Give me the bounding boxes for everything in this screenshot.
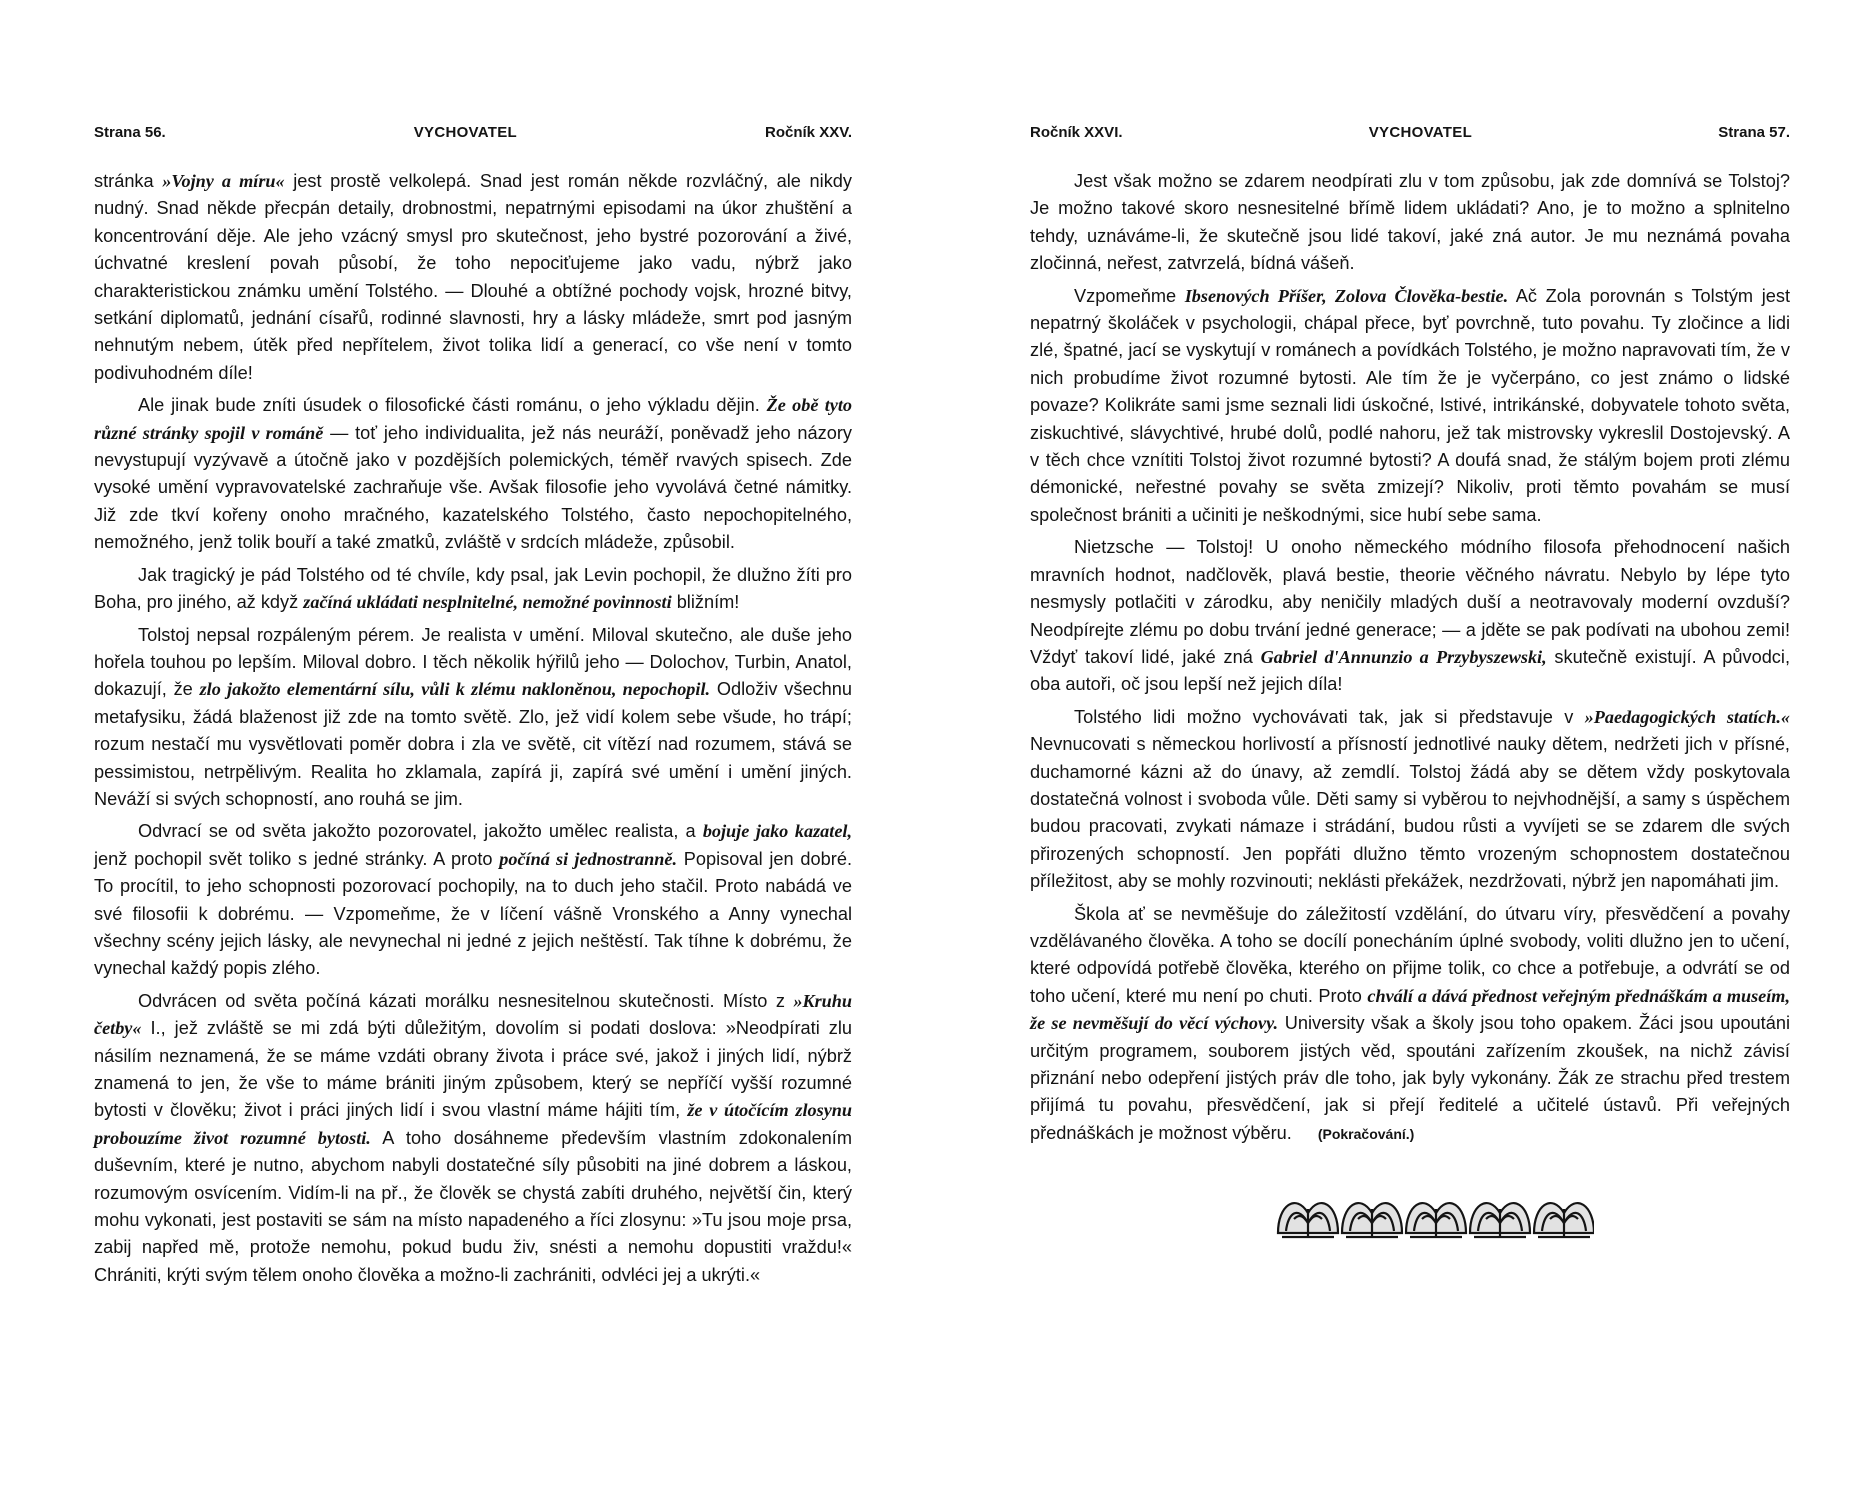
right-running-header [1030, 118, 1790, 146]
volume-label: Ročník XXV. [765, 123, 852, 141]
paragraph [1030, 901, 1790, 1149]
page-number: Strana 57. [1718, 123, 1790, 141]
emphasized-text: Ibsenových Příšer, Zolova Člověka-bestie. [1184, 285, 1509, 306]
paragraph [94, 622, 852, 814]
continuation-note: (Pokračování.) [1317, 1125, 1415, 1142]
paragraph [94, 562, 852, 617]
emphasized-text: počíná si jednostranně. [499, 848, 678, 869]
text-run: Jak tragický je pád Tolstého od té chvíle, kdy psal, jak Levin pochopil, že dlužno žíti pro Boha, pro jiného, až když [94, 564, 852, 613]
text-run: bližním! [671, 592, 740, 613]
emphasized-text: začíná ukládati nesplnitelné, nemožné povinnosti [303, 592, 672, 613]
paragraph [1030, 534, 1790, 698]
emphasized-text: »Paedagogických statích.« [1584, 706, 1791, 727]
text-run: A toho dosáhneme především vlastním zdokonalením duševním, které je nutno, abychom nabyli dostatečné síly působiti na jiné dobrem a láskou, rozumovým osvícením. Vidím-li na př., že člověk se chystá zabíti druhého, největší čin, který mohu vykonati, jest postaviti se sám na místo napadeného a říci zlosynu: »Tu jsou moje prsa, zabij napřed mě, protože nemohu, pokud budu živ, snésti a nemohu dopustiti vraždu!« Chrániti, krýti svým tělem onoho člověka a možno-li zachrániti, odvléci jej a ukrýti.« [94, 1127, 853, 1285]
left-body-text [94, 168, 852, 1294]
paragraph [94, 818, 852, 982]
text-run: Tolstoj nepsal rozpáleným pérem. Je realista v umění. Miloval skutečno, ale duše jeho hořela touhou po lepším. Miloval dobro. I těch několik hýřilů jeho — Dolochov, Turbin, Anatol, dokazují, že [94, 624, 852, 700]
paragraph [1030, 283, 1790, 530]
journal-title: VYCHOVATEL [413, 123, 518, 141]
emphasized-text: Gabriel d'Annunzio a Przybyszewski, [1260, 646, 1547, 667]
paragraph [94, 392, 852, 556]
emphasized-text: že v útočícím zlosynu probouzíme život rozumné bytosti. [94, 1100, 852, 1148]
volume-label: Ročník XXVI. [1030, 123, 1123, 141]
text-run: — toť jeho individualita, jež nás neuráží, poněvadž jeho názory nevystupují vyzývavě a útočně jako v pozdějších polemických, téměř rvavých spisech. Zde vysoké umění vypravovatelské zachraňuje vše. Avšak filosofie jeho vyvolává četné námitky. Již zde tkví kořeny onoho mračného, kazatelského Tolstého, často nepochopitelného, nemožného, jenž tolik bouří a také zmatků, zvláště v srdcích mládeže, způsobil. [94, 422, 853, 553]
emphasized-text: Že obě tyto různé stránky spojil v románě [94, 395, 852, 443]
text-run: Vzpomeňme [1074, 285, 1185, 306]
journal-title: VYCHOVATEL [1368, 123, 1473, 141]
paragraph [94, 988, 852, 1289]
text-run: Nietzsche — Tolstoj! U onoho německého módního filosofa přehodnocení našich mravních hodnot, nadčlověk, plavá bestie, theorie věčného návratu. Nebylo by lépe tyto nesmysly potlačiti v zárodku, aby neničily mladých duší a neotravovaly moderní ovzduší? Neodpírejte zlému po dobu trvání jedné generace; — a jděte se pak podívati na ubohou zemi! Vždyť takoví lidé, jaké zná [1030, 537, 1790, 667]
emphasized-text: zlo jakožto elementární sílu, vůli k zlému nakloněnou, nepochopil. [199, 679, 711, 700]
text-run: University však a školy jsou toho opakem. Žáci jsou upoutáni určitým programem, souborem jistých věd, spoutáni zařízením zkoušek, na nichž závisí přiznání nebo odepření jistých práv dle toho, jak byly vykonány. Žák ze strachu před trestem přijímá tu povahu, přesvědčení, jak si přejí ředitelé a učitelé ústavů. Při veřejných přednáškách je možnost výběru. [1030, 1013, 1790, 1143]
text-run: Odvrácen od světa počíná kázati morálku nesnesitelnou skutečnosti. Místo z [138, 990, 794, 1011]
text-run: Nevnucovati s německou horlivostí a přísností jednotlivé nauky dětem, nedržeti jich v přísné, duchamorné kázni až do únavy, až zemdlí. Tolstoj žádá aby se dětem vždy poskytovala dostatečná volnost i svoboda vůle. Děti samy si vyběrou to nejvhodnější, a samy s úspěchem budou pracovati, zvykati námaze i strádání, budou růsti a vyvíjeti se se zdarem dle svých přirozených schopností. Jen popřáti dlužno těmto vrozeným schopnostem dostatečnou příležitost, aby se mohly rozvinouti; neklásti překážek, nezdržovati, nýbrž jen napomáhati jim. [1030, 734, 1790, 892]
emphasized-text: chválí a dává přednost veřejným přednáškám a museím, že se nevměšují do věcí výchovy. [1030, 985, 1791, 1034]
page-number: Strana 56. [94, 123, 166, 141]
floral-vignette-icon [1274, 1183, 1594, 1243]
text-run: stránka [94, 171, 163, 191]
text-run: Ač Zola porovnán s Tolstým jest nepatrný školáček v psychologii, chápal přece, byť povrchně, tuto povahu. Ty zločince a lidi zlé, špatné, jací se vyskytují v románech a povídkách Tolstého, je možno napravovati tím, že v nich probudíme život rozumné bytosti. Ale tím že je vyčerpáno, co jest známo o lidské povaze? Kolikráte sami jsme seznali lidi úskočné, lstivé, intrikánské, dobyvatele tohoto světa, ziskuchtivé, slávychtivé, hrubé dolů, podlé nahoru, jež tak mistrovsky vykreslil Dostojevský. A v těch chce vznítiti Tolstoj život rozumné bytosti? A doufá snad, že stálým bojem proti zlému démonické, neřestné povahy se světa zmizejí? Nikoliv, proti těmto povahám se musí společnost brániti a učiniti je neškodnými, sice hubí sebe sama. [1030, 285, 1791, 525]
text-run: I., jež zvláště se mi zdá býti důležitým, dovolím si podati doslova: »Neodpírati zlu násilím neznamená, že se máme vzdáti obrany života i práce své, jakož i jiných lidí, nýbrž znamená to jen, že vše to máme brániti jiným způsobem, který se nepříčí vyšší rozumné bytosti v člověku; život i práci jiných lidí i svou vlastní máme hájiti tím, [94, 1018, 852, 1121]
right-body-text [1030, 168, 1790, 1153]
text-run: Odloživ všechnu metafysiku, žádá blaženost již zde na tomto světě. Zlo, jež vidí kolem sebe všude, ho trápí; rozum nestačí mu vysvětlovati poměr dobra i zla ve světě, cit vítězí nad rozumem, stává se pessimistou, netrpělivým. Realita ho zklamala, zapírá ji, zapírá své umění i umění jiných. Neváží si svých schopností, ano rouhá se jim. [94, 679, 853, 809]
text-run: jest prostě velkolepá. Snad jest román někde rozvláčný, ale nikdy nudný. Snad někde přecpán detaily, drobnostmi, nepatrnými episodami na úkor zhuštění a koncentrování děje. Ale jeho vzácný smysl pro skutečnost, jeho bystré pozorování a živé, úchvatné kreslení povah působí, že toho nepociťujeme jako vadu, nýbrž jako charakteristickou známku umění Tolstého. — Dlouhé a obtížné pochody vojsk, hrozné bitvy, setkání diplomatů, jednání císařů, rodinné slavnosti, hry a lásky mládeže, smrt pod jasným nehnutým nebem, útěk před nepřítelem, život tolika lidí a generací, co vše není v tomto podivuhodném díle! [94, 171, 852, 383]
paragraph [1030, 168, 1790, 278]
text-run: Popisoval jen dobré. To procítil, to jeho schopnosti pozorovací pochopily, na to duch jeho stačil. Proto nabádá ve své filosofii k dobrému. — Vzpomeňme, že v líčení vášně Vronského a Anny vynechal všechny scény jejich lásky, ale nevynechal ni jedné z jejich neštěstí. Tak tíhne k dobrému, že vynechal každý popis zlého. [94, 848, 852, 979]
text-run: skutečně existují. A původci, oba autoři, oč jsou lepší než jejich díla! [1030, 646, 1790, 695]
text-run: Škola ať se nevměšuje do záležitostí vzdělání, do útvaru víry, přesvědčení a povahy vzdělávaného člověka. A toho se docílí ponecháním úplné svobody, voliti dlužno jen to učení, které odpovídá potřebě člověka, kterého on přijme tolik, co chce a potřebuje, a odvrátí se od toho učení, které mu není po chuti. Proto [1030, 903, 1790, 1006]
right-page [934, 0, 1868, 1500]
text-run: Tolstého lidi možno vychovávati tak, jak si představuje v [1074, 706, 1585, 727]
left-running-header [94, 118, 852, 146]
text-run: Jest však možno se zdarem neodpírati zlu v tom způsobu, jak zde domnívá se Tolstoj? Je možno takové skoro nesnesitelné břímě lidem ukládati? Ano, je to možno a splnitelno tehdy, uznáváme-li, že skutečně jsou lidé takoví, jaké zná autor. Je mu neznámá povaha zločinná, neřest, zatvrzelá, bídná vášeň. [1030, 171, 1790, 274]
text-run: jenž pochopil svět toliko s jedné stránky. A proto [94, 848, 500, 869]
emphasized-text: »Kruhu četby« [94, 990, 852, 1039]
paragraph [94, 168, 852, 387]
text-run: Odvrací se od světa jakožto pozorovatel, jakožto umělec realista, a [138, 821, 703, 842]
emphasized-text: »Vojny a míru« [162, 171, 285, 191]
text-run: Ale jinak bude zníti úsudek o filosofické části románu, o jeho výkladu dějin. [138, 395, 767, 416]
paragraph [1030, 704, 1790, 896]
emphasized-text: bojuje jako kazatel, [702, 821, 852, 842]
